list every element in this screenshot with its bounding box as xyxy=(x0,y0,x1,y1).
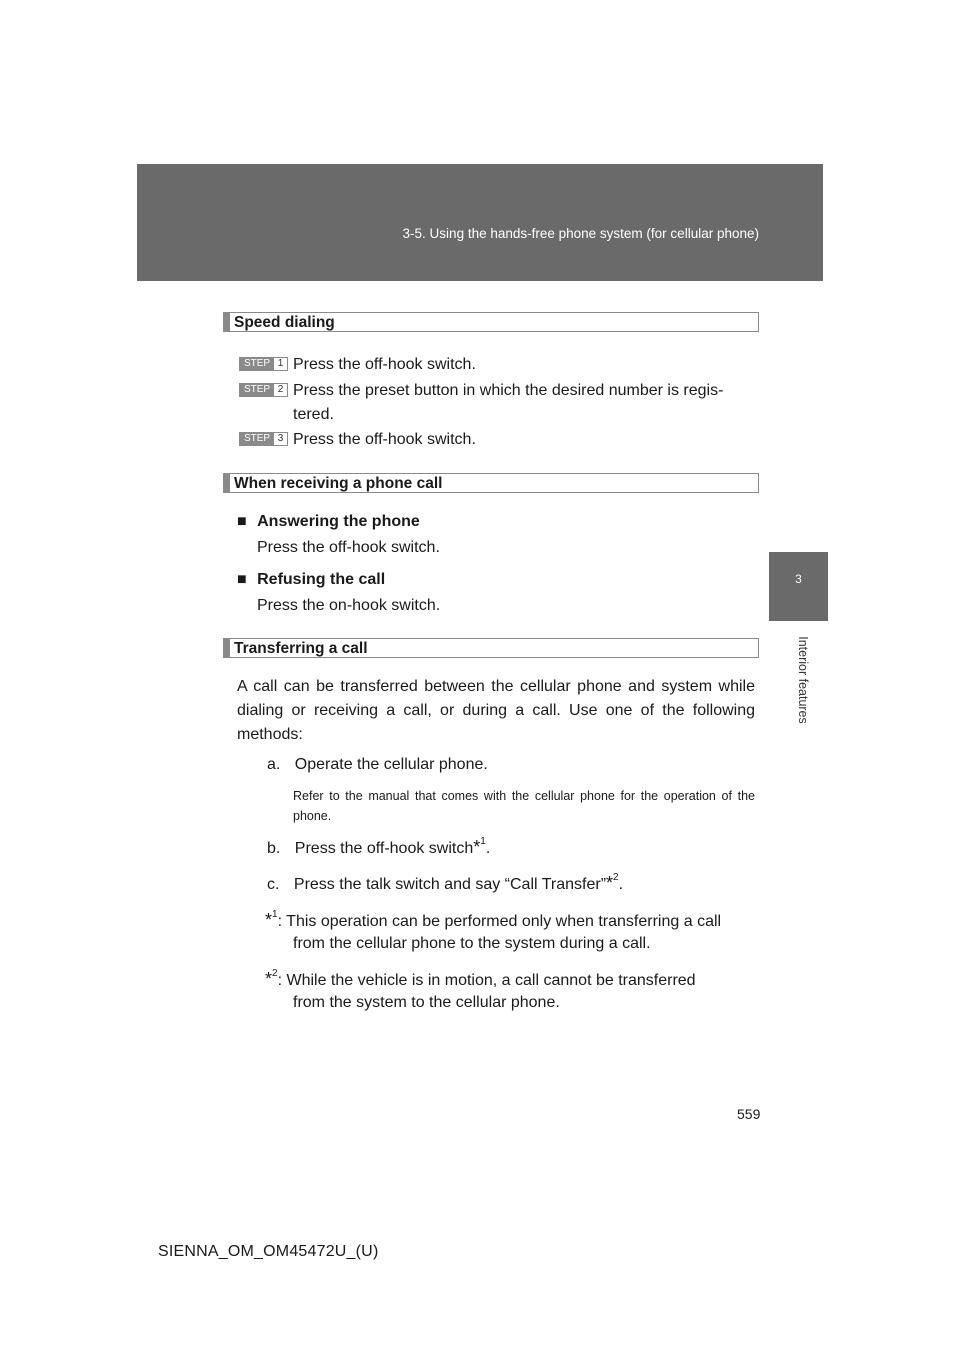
footnote-2-line2: from the system to the cellular phone. xyxy=(293,994,560,1011)
step-badge-word: STEP xyxy=(240,433,274,445)
step-1-text: Press the off-hook switch. xyxy=(293,356,476,373)
section-receiving xyxy=(223,473,759,493)
step-3-text: Press the off-hook switch. xyxy=(293,431,476,448)
document-code: SIENNA_OM_OM45472U_(U) xyxy=(158,1243,379,1260)
section-accent xyxy=(224,639,230,657)
footnote-1-line2: from the cellular phone to the system during a call. xyxy=(293,935,651,952)
chapter-header xyxy=(137,164,823,281)
refusing-text: Press the on-hook switch. xyxy=(257,597,441,614)
step-2-text-line2: tered. xyxy=(293,406,334,423)
asterisk-mark: * xyxy=(265,910,273,930)
answering-text: Press the off-hook switch. xyxy=(257,539,440,556)
chapter-number: 3 xyxy=(795,572,802,586)
section-title: Speed dialing xyxy=(234,314,335,331)
method-b xyxy=(267,835,490,861)
step-badge-2 xyxy=(239,383,288,397)
asterisk-mark: * xyxy=(473,837,481,857)
method-end: . xyxy=(485,840,491,857)
footnote-text: : This operation can be performed only when transferring a call xyxy=(277,913,722,930)
square-bullet-icon: ■ xyxy=(237,571,247,588)
section-speed-dialing xyxy=(223,312,759,332)
method-a xyxy=(267,753,488,777)
method-text: Press the talk switch and say “Call Transfer” xyxy=(293,876,607,893)
asterisk-mark: * xyxy=(265,969,273,989)
chapter-tab xyxy=(769,552,828,621)
footnote-number: 2 xyxy=(272,967,278,979)
chapter-side-label: Interior features xyxy=(796,636,810,724)
step-badge-number: 1 xyxy=(277,358,284,369)
step-2-text-line1: Press the preset button in which the desired number is regis- xyxy=(293,382,724,399)
footnote-ref: 1 xyxy=(480,835,486,847)
footnote-text: : While the vehicle is in motion, a call cannot be transferred xyxy=(277,972,696,989)
transfer-intro: A call can be transferred between the cellular phone and system while dialing or receiving a call, or during a call. Use one of the following methods: xyxy=(237,678,755,743)
footnote-ref: 2 xyxy=(613,871,619,883)
subheading-refusing xyxy=(237,568,385,592)
footnote-2 xyxy=(265,967,696,993)
section-transferring xyxy=(223,638,759,658)
method-c xyxy=(267,871,623,897)
step-badge-number: 3 xyxy=(277,433,284,444)
asterisk-mark: * xyxy=(606,873,614,893)
method-text: Press the off-hook switch xyxy=(294,840,474,857)
footnote-1 xyxy=(265,908,721,934)
method-end: . xyxy=(618,876,624,893)
method-label: c. xyxy=(267,876,280,893)
method-label: b. xyxy=(267,840,281,857)
step-badge-3 xyxy=(239,432,288,446)
step-badge-word: STEP xyxy=(240,358,274,370)
subheading-text: Refusing the call xyxy=(257,571,386,588)
method-a-note: Refer to the manual that comes with the cellular phone for the operation of the phone. xyxy=(293,789,755,823)
step-badge-1 xyxy=(239,357,288,371)
method-label: a. xyxy=(267,756,281,773)
subheading-answering xyxy=(237,510,420,534)
subheading-text: Answering the phone xyxy=(257,513,420,530)
method-text: Operate the cellular phone. xyxy=(294,756,488,773)
step-badge-number: 2 xyxy=(277,384,284,395)
section-title: When receiving a phone call xyxy=(234,475,443,492)
section-accent xyxy=(224,474,230,492)
page-number: 559 xyxy=(737,1106,761,1122)
section-title: Transferring a call xyxy=(234,640,368,657)
step-badge-word: STEP xyxy=(240,384,274,396)
footnote-number: 1 xyxy=(272,908,278,920)
square-bullet-icon: ■ xyxy=(237,513,247,530)
section-accent xyxy=(224,313,230,331)
chapter-title: 3-5. Using the hands-free phone system (for cellular phone) xyxy=(402,226,759,241)
